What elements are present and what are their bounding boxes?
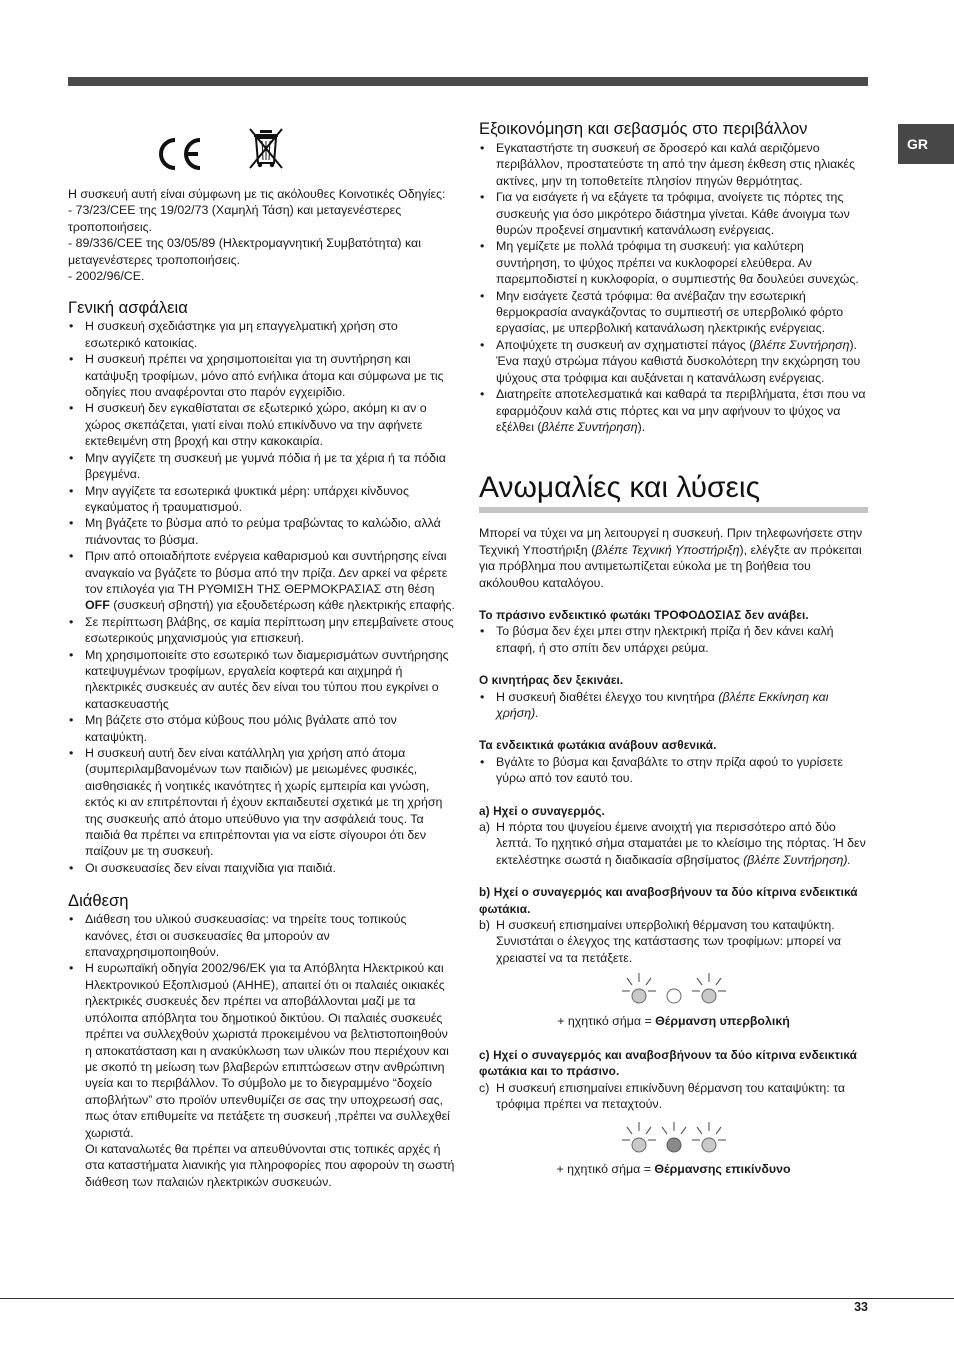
list-text: Η συσκευή διαθέτει έλεγχο του κινητήρα — [496, 689, 719, 704]
list-item: • Η συσκευή δεν εγκαθίσταται σε εξωτερικό χώρο, ακόμη κι αν ο χώρος σκεπάζεται, γιατί είναι πολύ επικίνδυνο να την αφήνετε εκτεθειμένη στη βροχή και στην κακοκαιρία. — [68, 400, 456, 449]
list-item: • Μη βγάζετε το βύσμα από το ρεύμα τραβώντας το καλώδιο, αλλά πιάνοντας το βύσμα. — [68, 515, 456, 548]
list-item — [479, 386, 868, 435]
list-item: • Μη βάζετε στο στόμα κύβους που μόλις βγάλατε από τον καταψύκτη. — [68, 712, 456, 745]
problem-heading: a) Ηχεί ο συναγερμός. — [479, 803, 605, 818]
caption-text: + ηχητικό σήμα = — [556, 1162, 655, 1177]
problem-heading: b) Ηχεί ο συναγερμός και αναβοσβήνουν τα δύο κίτρινα ενδεικτικά φωτάκια. — [479, 885, 858, 916]
list-item — [68, 960, 456, 1190]
figure-caption — [479, 1161, 868, 1177]
problem-heading: Τα ενδεικτικά φωτάκια ανάβουν ασθενικά. — [479, 738, 717, 753]
cross-reference: (βλέπε Εκκίνηση και χρήση). — [496, 689, 829, 720]
list-text: Πριν από οποιαδήποτε ενέργεια καθαρισμού και συντήρησης είναι αναγκαίο να βγάζετε το βύσμα από την πρίζα. Δεν αρκεί να φέρετε τον επιλογέα για ΤΗ ΡΥΘΜΙΣΗ ΤΗΣ ΘΕΡΜΟΚΡΑΣΙΑΣ στη θέση — [85, 549, 448, 596]
list-item: • Βγάλτε το βύσμα και ξαναβάλτε το στην πρίζα αφού το γυρίσετε γύρω από τον εαυτό του. — [479, 754, 868, 787]
list-item: • Μην αγγίζετε τα εσωτερικά ψυκτικά μέρη: υπάρχει κίνδυνος εγκαύματος ή τραυματισμού. — [68, 483, 456, 516]
problem-answer — [479, 1080, 868, 1113]
safety-list — [68, 318, 456, 876]
page-number: 33 — [854, 1300, 868, 1314]
problem-list — [479, 623, 868, 656]
crossed-bin-icon — [246, 127, 286, 171]
list-marker: c) — [479, 1080, 490, 1095]
caption-text: + ηχητικό σήμα = — [557, 1013, 656, 1028]
caption-bold: Θέρμανση υπερβολική — [655, 1013, 790, 1028]
disposal-heading: Διάθεση — [68, 891, 129, 911]
list-item: • Μην αγγίζετε τη συσκευή με γυμνά πόδια ή με τα χέρια ή τα πόδια βρεγμένα. — [68, 450, 456, 483]
list-marker: b) — [479, 918, 491, 933]
list-text: ). — [637, 419, 646, 434]
list-text: Η πόρτα του ψυγείου έμεινε ανοιχτή για περισσότερο από δύο λεπτά. Το ηχητικό σήμα σταματάει με το κλείσιμο της πόρτας. Ή δεν εκτελέστηκε σωστά η διαδικασία σβησίματος — [496, 820, 866, 867]
cross-reference: βλέπε Συντήρηση — [753, 337, 850, 352]
list-item: • Μη γεμίζετε με πολλά τρόφιμα τη συσκευή: για καλύτερη συντήρηση, το ψύχος πρέπει να κυκλοφορεί ελεύθερα. Αν παρεμποδιστεί η κυκλοφορία, ο συμπιεστής θα δουλεύει συνεχώς. — [479, 238, 868, 287]
ce-mark-icon — [156, 136, 204, 172]
directive-emc: - 89/336/CEE της 03/05/89 (Ηλεκτρομαγνητική Συμβατότητα) και μεταγενέστερες τροποποιήσεις. — [68, 236, 421, 267]
list-marker: a) — [479, 820, 491, 834]
disposal-list — [68, 911, 456, 1190]
list-text: Η συσκευή επισημαίνει επικίνδυνη θέρμανση του καταψύκτη: τα τρόφιμα πρέπει να πεταχτούν. — [496, 1080, 846, 1112]
list-item: • Το βύσμα δεν έχει μπει στην ηλεκτρική πρίζα ή δεν κάνει καλή επαφή, ή στο σπίτι δεν υπάρχει ρεύμα. — [479, 623, 868, 656]
header-rule — [68, 77, 868, 86]
problem-heading: c) Ηχεί ο συναγερμός και αναβοσβήνουν τα δύο κίτρινα ενδεικτικά φωτάκια και το πράσινο. — [479, 1048, 857, 1079]
list-text: Οι καταναλωτές θα πρέπει να απευθύνονται στις τοπικές αρχές ή στα καταστήματα λιανικής για πληροφορίες που αφορούν τη σωστή διάθεση των παλαιών ηλεκτρικών συσκευών. — [85, 1141, 455, 1189]
list-text: Διατηρείτε αποτελεσματικά και καθαρά τα περιβλήματα, έτσι που να εφαρμόζουν καλά στις πόρτες και να μην αφήνουν το ψύχος να εξέλθει ( — [496, 387, 866, 434]
problem-answer — [479, 917, 868, 966]
list-item: • Εγκαταστήστε τη συσκευή σε δροσερό και καλά αεριζόμενο περιβάλλον, προστατεύστε τη από την άμεση έκθεση στις ηλιακές ακτίνες, μην τη τοποθετείτε πλησίον πηγών θερμότητας. — [479, 140, 868, 189]
indicator-lights-figure — [479, 970, 868, 1012]
list-item: • Μη χρησιμοποιείτε στο εσωτερικό των διαμερισμάτων συντήρησης κατεψυγμένων τροφίμων, εργαλεία κοφτερά και αιχμηρά ή ηλεκτρικές συσκευές αν αυτές δεν είναι του τύπου που εγκρίνει ο κατασκευαστής — [68, 647, 456, 713]
list-text: Η ευρωπαϊκή οδηγία 2002/96/ΕΚ για τα Απόβλητα Ηλεκτρικού και Ηλεκτρονικού Εξοπλισμού (ΑΗΗΕ), απαιτεί ότι οι παλαιές οικιακές ηλεκτρικές συσκευές δεν πρέπει να αποβάλλονται μαζί με τα υπόλοιπα απόβλητα του δημοτικού δικτύου. Οι παλαιές συσκευές πρέπει να συλλεχθούν χωριστά προκειμένου να βελτιστοποιηθούν η αποκατάσταση και η ανακύκλωση των υλικών που περιέχουν και με σκοπό τη μείωση των βλαβερών επιπτώσεων στην ανθρώπινη υγεία και το περιβάλλον. Το σύμβολο με το διεγραμμένο “δοχείο αποβλήτων” στο προϊόν υπενθυμίζει σε σας την υποχρεωσή σας, πως όταν επιθυμείτε να πετάξετε τη συσκευή ,πρέπει να συλλεχθεί χωριστά. — [85, 961, 450, 1140]
list-item — [479, 689, 868, 722]
intro-text: ), ελέγξτε αν πρόκειται για πρόβλημα που αντιμετωπίζεται εύκολα με τη βοήθεια του ακόλουθου καταλόγου. — [479, 542, 862, 590]
intro-text: Μπορεί να τύχει να μη λειτουργεί η συσκευή. Πριν τηλεφωνήσετε στην Τεχνική Υποστήριξη ( — [479, 526, 863, 557]
troubleshooting-intro — [479, 525, 868, 591]
list-item: • Η συσκευή σχεδιάστηκε για μη επαγγελματική χρήση στο εσωτερικό κατοικίας. — [68, 318, 456, 351]
list-text: Αποψύχετε τη συσκευή αν σχηματιστεί πάγος ( — [496, 337, 754, 352]
list-item — [68, 548, 456, 614]
directive-low-voltage: - 73/23/CEE της 19/02/73 (Χαμηλή Τάση) και μεταγενέστερες τροποποιήσεις. — [68, 203, 402, 234]
indicator-lights-icon — [619, 970, 729, 1008]
directive-weee: - 2002/96/CE. — [68, 269, 145, 284]
list-item: • Η συσκευή αυτή δεν είναι κατάλληλη για χρήση από άτομα (συμπεριλαμβανομένων των παιδιών) με μειωμένες φυσικές, αισθησιακές ή νοητικές ικανότητες ή χωρίς εμπειρία και γνώση, εκτός κι αν επιτρέπονται ή έχουν εκπαιδευτεί σχετικά με τη χρήση της συσκευής από άτομο υπεύθυνο για την ασφάλειά τους. Τα παιδιά θα πρέπει να επιτρέπονται για να είστε σίγουροι ότι δεν παίζουν με τη συσκευή. — [68, 745, 456, 860]
troubleshooting-title: Ανωμαλίες και λύσεις — [479, 471, 761, 505]
caption-bold: Θέρμανσης επικίνδυνο — [654, 1162, 791, 1177]
off-label: OFF — [85, 598, 110, 613]
list-item: • Σε περίπτωση βλάβης, σε καμία περίπτωση μην επεμβαίνετε στους εσωτερικούς μηχανισμούς για επισκευή. — [68, 614, 456, 647]
list-text: Η συσκευή επισημαίνει υπερβολική θέρμανση του καταψύκτη. Συνιστάται ο έλεγχος της κατάστασης των τροφίμων: μπορεί να χρειαστεί να τα πετάξετε. — [496, 918, 842, 965]
conformity-marks — [68, 124, 456, 186]
cross-reference: βλέπε Συντήρηση — [541, 419, 638, 434]
left-column — [68, 124, 456, 1190]
right-column — [479, 119, 868, 1178]
indicator-lights-icon — [619, 1119, 729, 1157]
saving-heading: Εξοικονόμηση και σεβασμός στο περιβάλλον — [479, 119, 808, 138]
list-item: • Η συσκευή πρέπει να χρησιμοποιείται για τη συντήρηση και κατάψυξη τροφίμων, μόνο από ενήλικα άτομα και σύμφωνα με τις οδηγίες που αναφέρονται στο παρόν εγχειρίδιο. — [68, 351, 456, 400]
list-item: • Οι συσκευασίες δεν είναι παιχνίδια για παιδιά. — [68, 860, 456, 876]
list-item: • Διάθεση του υλικού συσκευασίας: να τηρείτε τους τοπικούς κανόνες, έτσι οι συσκευασίες θα μπορούν αν επαναχρησιμοποιηθούν. — [68, 911, 456, 960]
problem-list — [479, 754, 868, 787]
language-tab: GR — [898, 124, 954, 164]
list-item: • Για να εισάγετε ή να εξάγετε τα τρόφιμα, ανοίγετε τις πόρτες της συσκευής για όσο μικρότερο διάστημα γίνεται. Κάθε άνοιγμα των θυρών προξενεί σημαντική κατανάλωση ενέργειας. — [479, 189, 868, 238]
list-text: (συσκευή σβηστή) για εξουδετέρωση κάθε ηλεκτρικής επαφής. — [109, 598, 455, 613]
list-text: ). Ένα παχύ στρώμα πάγου καθιστά δυσκολότερη την εκχώρηση του ψύχους στα τρόφιμα και αυξάνεται η κατανάλωση ενέργειας. — [496, 337, 861, 385]
footer-rule — [0, 1298, 954, 1299]
list-item — [479, 337, 868, 386]
conformity-intro: Η συσκευή αυτή είναι σύμφωνη με τις ακόλουθες Κοινοτικές Οδηγίες: — [68, 187, 446, 201]
problem-heading: Το πράσινο ενδεικτικό φωτάκι ΤΡΟΦΟΔΟΣΙΑΣ δεν ανάβει. — [479, 607, 809, 622]
figure-caption — [479, 1013, 868, 1029]
safety-heading: Γενική ασφάλεια — [68, 298, 188, 318]
problem-heading: Ο κινητήρας δεν ξεκινάει. — [479, 673, 624, 688]
cross-reference: βλέπε Τεχνική Υποστήριξη — [595, 542, 740, 557]
problem-answer — [479, 819, 868, 868]
saving-list — [479, 140, 868, 435]
indicator-lights-figure — [479, 1119, 868, 1161]
problem-list — [479, 689, 868, 722]
title-rule — [479, 507, 868, 513]
list-item: • Μην εισάγετε ζεστά τρόφιμα: θα ανέβαζαν την εσωτερική θερμοκρασία αναγκάζοντας το συμπιεστή σε υπερβολικό φόρτο εργασίας, με υπερβολική κατανάλωση ηλεκτρικής ενέργειας. — [479, 288, 868, 337]
cross-reference: (βλέπε Συντήρηση). — [743, 852, 851, 867]
